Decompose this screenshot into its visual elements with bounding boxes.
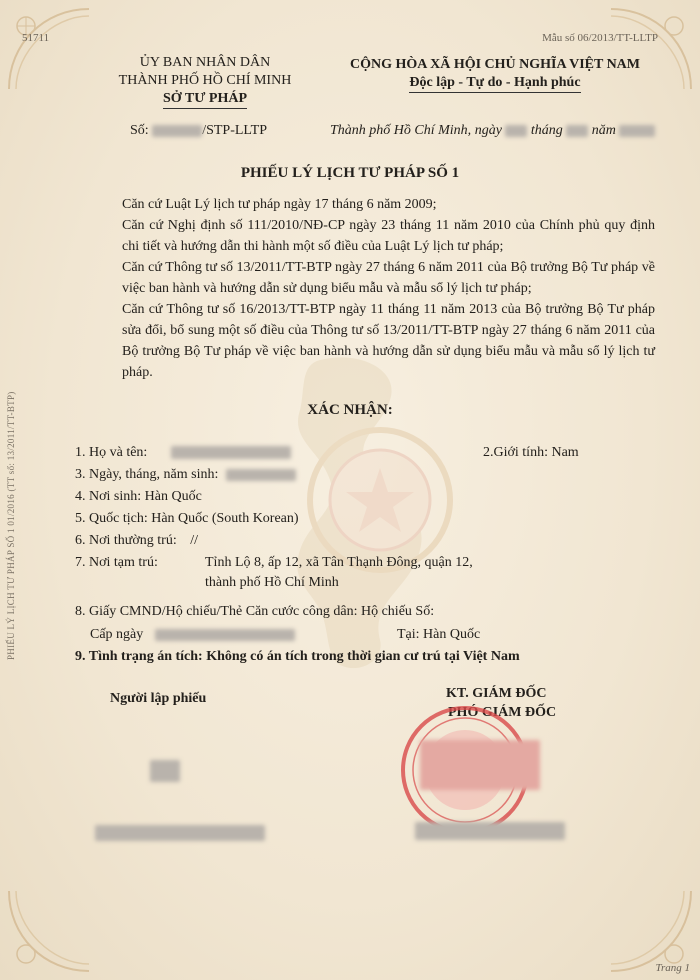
dob-label: 3. Ngày, tháng, năm sinh: [75, 467, 219, 482]
field-nationality: 5. Quốc tịch: Hàn Quốc (South Korean) [75, 511, 299, 526]
number-label: Số: [130, 123, 149, 138]
field-birthplace: 4. Nơi sinh: Hàn Quốc [75, 489, 202, 504]
residence-label: 6. Nơi thường trú: [75, 533, 177, 548]
place-date [330, 123, 655, 139]
temp-residence-line-2: thành phố Hồ Chí Minh [205, 575, 339, 590]
nation-title: CỘNG HÒA XÃ HỘI CHỦ NGHĨA VIỆT NAM [349, 57, 640, 72]
residence-value: // [190, 533, 199, 548]
year-label: năm [591, 123, 616, 138]
field-record-status: 9. Tình trạng án tích: Không có án tích trong thời gian cư trú tại Việt Nam [75, 649, 520, 664]
field-name [75, 444, 291, 462]
field-residence [75, 532, 198, 550]
issued-place: Tại: Hàn Quốc [397, 627, 481, 642]
side-margin-text: PHIẾU LÝ LỊCH TƯ PHÁP SỐ 1 01/2016 (TT số: 13/2011/TT-BTP) [6, 391, 16, 660]
number-suffix: /STP-LLTP [202, 123, 268, 138]
legal-basis [90, 194, 655, 383]
corner-ornament-icon [4, 886, 94, 976]
legal-basis-item: Căn cứ Nghị định số 111/2010/NĐ-CP ngày 23 tháng 11 năm 2010 của Chính phủ quy định chi tiết và hướng dẫn thi hành một số điều của Luật Lý lịch tư pháp; [122, 218, 655, 254]
form-code: Mẫu số 06/2013/TT-LLTP [542, 32, 658, 44]
field-dob [75, 466, 296, 484]
redacted-day [505, 125, 527, 137]
org-block [90, 54, 320, 109]
field-temp-residence-label: 7. Nơi tạm trú: [75, 555, 158, 570]
serial-number: 51711 [22, 32, 50, 44]
preparer-title: Người lập phiếu [110, 691, 207, 706]
day-label: ngày [474, 123, 502, 138]
redacted-director-signature [420, 740, 540, 790]
org-line-2: THÀNH PHỐ HỒ CHÍ MINH [118, 73, 292, 88]
org-line-3: SỞ TƯ PHÁP [163, 90, 247, 109]
redacted-director-name [415, 822, 565, 840]
page-number: Trang 1 [655, 962, 690, 974]
field-id: 8. Giấy CMND/Hộ chiếu/Thẻ Căn cước công dân: Hộ chiếu Số: [75, 604, 435, 619]
document-title: PHIẾU LÝ LỊCH TƯ PHÁP SỐ 1 [240, 165, 460, 181]
redacted-issue-date [155, 629, 295, 641]
legal-basis-item: Căn cứ Thông tư số 13/2011/TT-BTP ngày 27 tháng 6 năm 2011 của Bộ trưởng Bộ Tư pháp về việc ban hành và hướng dẫn sử dụng biểu mẫu và mẫu sổ lý lịch tư pháp; [122, 260, 655, 296]
document-number [130, 123, 267, 139]
redacted-name [171, 446, 291, 459]
confirm-heading: XÁC NHẬN: [307, 402, 393, 418]
field-gender: 2.Giới tính: Nam [483, 445, 579, 460]
month-label: tháng [530, 123, 563, 138]
legal-basis-item: Căn cứ Luật Lý lịch tư pháp ngày 17 tháng 6 năm 2009; [122, 197, 437, 212]
motto: Độc lập - Tự do - Hạnh phúc [409, 74, 580, 93]
redacted-year [619, 125, 655, 137]
redacted-preparer-signature [150, 760, 180, 782]
issued-label: Cấp ngày [90, 627, 144, 642]
temp-residence-line-1: Tỉnh Lộ 8, ấp 12, xã Tân Thạnh Đông, quận 12, [205, 555, 473, 570]
org-line-1: ỦY BAN NHÂN DÂN [139, 55, 271, 70]
redacted-dob [226, 469, 296, 481]
redacted-number [152, 125, 202, 137]
redacted-month [566, 125, 588, 137]
director-title-line-1: KT. GIÁM ĐỐC [446, 686, 547, 701]
corner-ornament-icon [4, 4, 94, 94]
redacted-preparer-name [95, 825, 265, 841]
nation-block [330, 56, 660, 93]
name-label: 1. Họ và tên: [75, 445, 148, 460]
field-issued [90, 626, 295, 644]
place-label: Thành phố Hồ Chí Minh, [330, 123, 472, 138]
director-title-line-2: PHÓ GIÁM ĐỐC [448, 705, 557, 720]
legal-basis-item: Căn cứ Thông tư số 16/2013/TT-BTP ngày 11 tháng 11 năm 2013 của Bộ trưởng Bộ Tư pháp sửa đổi, bổ sung một số điều của Thông tư số 13/2011/TT-BTP ngày 27 tháng 6 năm 2011 của Bộ trưởng Bộ Tư pháp về việc ban hành và hướng dẫn sử dụng biểu mẫu và mẫu sổ lý lịch tư pháp. [122, 302, 655, 380]
